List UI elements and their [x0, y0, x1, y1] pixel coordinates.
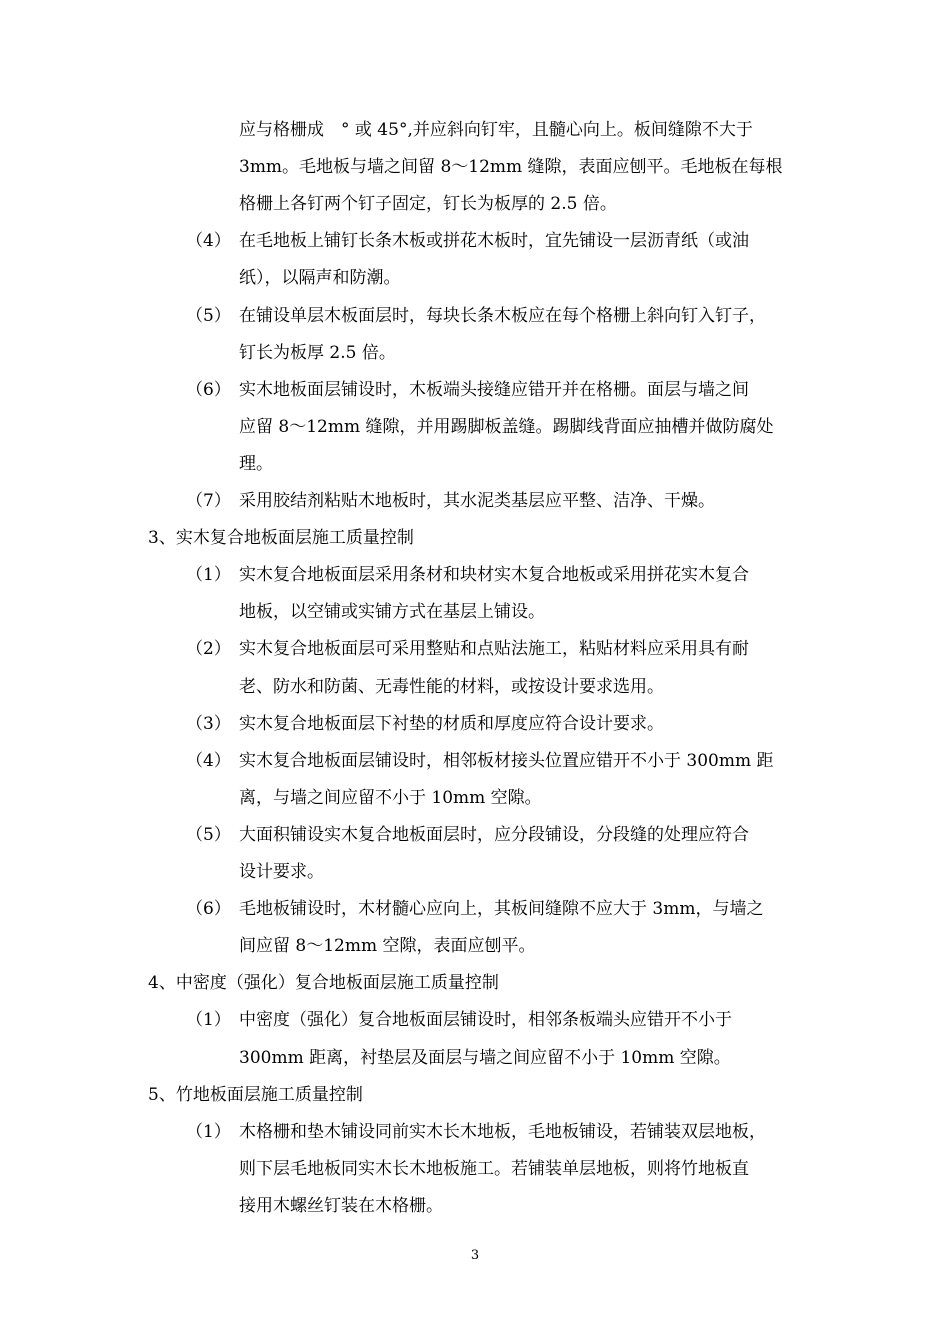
paragraph-line: 采用胶结剂粘贴木地板时，其水泥类基层应平整、洁净、干燥。 [239, 491, 715, 511]
paragraph-line: 实木复合地板面层采用条材和块材实木复合地板或采用拼花实木复合 [239, 565, 749, 585]
section-heading: 3、实木复合地板面层施工质量控制 [148, 528, 414, 548]
item-number: （4） [186, 231, 231, 251]
paragraph-line: 设计要求。 [239, 862, 324, 882]
paragraph-line: 大面积铺设实木复合地板面层时，应分段铺设，分段缝的处理应符合 [239, 825, 749, 845]
paragraph-line: 毛地板铺设时，木材髓心应向上，其板间缝隙不应大于 3mm，与墙之 [239, 899, 764, 919]
paragraph-line: 格栅上各钉两个钉子固定，钉长为板厚的 2.5 倍。 [239, 194, 617, 214]
section-heading: 5、竹地板面层施工质量控制 [148, 1085, 363, 1105]
paragraph-line: 应留 8～12mm 缝隙，并用踢脚板盖缝。踢脚线背面应抽槽并做防腐处 [239, 417, 774, 437]
paragraph-line: 木格栅和垫木铺设同前实木长木地板，毛地板铺设，若铺装双层地板， [239, 1122, 766, 1142]
item-number: （7） [186, 491, 231, 511]
paragraph-line: 地板，以空铺或实铺方式在基层上铺设。 [239, 602, 545, 622]
paragraph-line: 3mm。毛地板与墙之间留 8～12mm 缝隙，表面应刨平。毛地板在每根 [239, 157, 783, 177]
paragraph-line: 钉长为板厚 2.5 倍。 [239, 343, 396, 363]
paragraph-line: 300mm 距离，衬垫层及面层与墙之间应留不小于 10mm 空隙。 [239, 1048, 731, 1068]
paragraph-line: 应与格栅成 ° 或 45°,并应斜向钉牢，且髓心向上。板间缝隙不大于 [239, 120, 753, 140]
item-number: （2） [186, 639, 231, 659]
item-number: （3） [186, 714, 231, 734]
item-number: （6） [186, 899, 231, 919]
item-number: （1） [186, 1010, 231, 1030]
item-number: （6） [186, 380, 231, 400]
paragraph-line: 则下层毛地板同实木长木地板施工。若铺装单层地板，则将竹地板直 [239, 1159, 749, 1179]
section-heading: 4、中密度（强化）复合地板面层施工质量控制 [148, 973, 499, 993]
paragraph-line: 实木复合地板面层可采用整贴和点贴法施工，粘贴材料应采用具有耐 [239, 639, 749, 659]
item-number: （5） [186, 306, 231, 326]
paragraph-line: 间应留 8～12mm 空隙，表面应刨平。 [239, 936, 536, 956]
page-number: 3 [470, 1248, 480, 1263]
paragraph-line: 理。 [239, 454, 273, 474]
paragraph-line: 接用木螺丝钉装在木格栅。 [239, 1196, 443, 1216]
paragraph-line: 在毛地板上铺钉长条木板或拼花木板时，宜先铺设一层沥青纸（或油 [239, 231, 749, 251]
paragraph-line: 实木地板面层铺设时，木板端头接缝应错开并在格栅。面层与墙之间 [239, 380, 749, 400]
paragraph-line: 在铺设单层木板面层时，每块长条木板应在每个格栅上斜向钉入钉子， [239, 306, 766, 326]
paragraph-line: 实木复合地板面层下衬垫的材质和厚度应符合设计要求。 [239, 714, 664, 734]
item-number: （1） [186, 1122, 231, 1142]
paragraph-line: 实木复合地板面层铺设时，相邻板材接头位置应错开不小于 300mm 距 [239, 751, 774, 771]
item-number: （1） [186, 565, 231, 585]
item-number: （5） [186, 825, 231, 845]
paragraph-line: 纸），以隔声和防潮。 [239, 268, 401, 288]
paragraph-line: 中密度（强化）复合地板面层铺设时，相邻条板端头应错开不小于 [239, 1010, 732, 1030]
paragraph-line: 离，与墙之间应留不小于 10mm 空隙。 [239, 788, 542, 808]
paragraph-line: 老、防水和防菌、无毒性能的材料，或按设计要求选用。 [239, 677, 664, 697]
item-number: （4） [186, 751, 231, 771]
